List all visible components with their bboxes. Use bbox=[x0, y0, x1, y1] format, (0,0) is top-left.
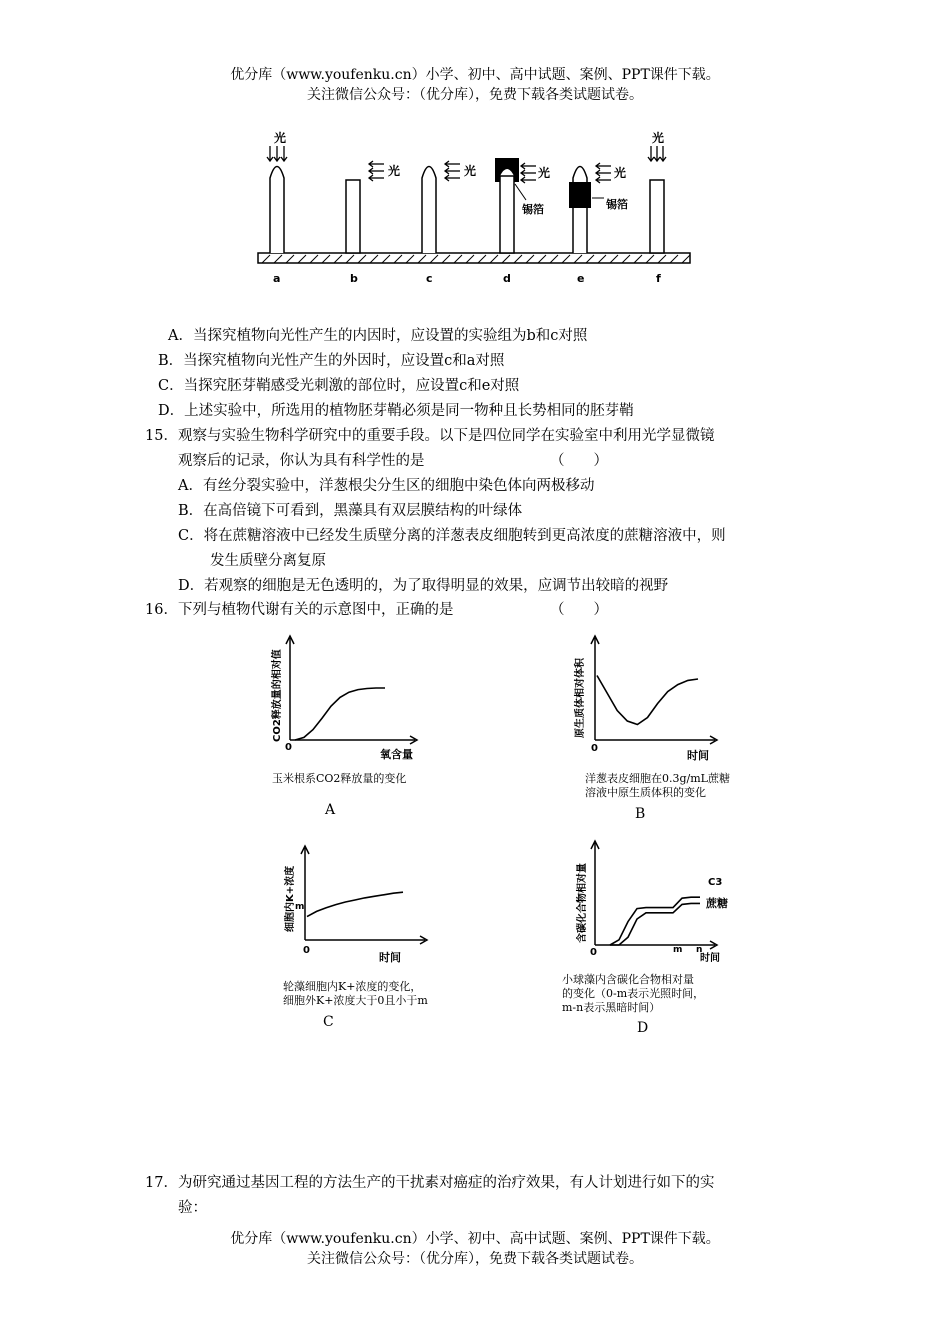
q17-stem-line-1: 17．为研究通过基因工程的方法生产的干扰素对癌症的治疗效果，有人计划进行如下的实 bbox=[145, 1175, 715, 1191]
coleoptile-b bbox=[346, 180, 360, 253]
light-arrows-e-icon bbox=[596, 163, 611, 183]
label-c: c bbox=[426, 272, 433, 285]
chart-b-curve bbox=[597, 676, 698, 725]
chart-c-label: C bbox=[323, 1014, 334, 1030]
q15-option-c-line-1: C．将在蔗糖溶液中已经发生质壁分离的洋葱表皮细胞转到更高浓度的蔗糖溶液中，则 bbox=[178, 528, 726, 544]
chart-c-curve bbox=[307, 892, 403, 916]
chart-b bbox=[565, 630, 735, 765]
q15-option-c-line-2: 发生质壁分离复原 bbox=[210, 553, 326, 569]
light-arrows-c-icon bbox=[445, 161, 460, 181]
q16-answer-paren: （ ） bbox=[550, 602, 608, 618]
q15-stem-line-2 bbox=[178, 451, 425, 471]
coleoptile-d bbox=[500, 176, 514, 253]
q16-stem: 16．下列与植物代谢有关的示意图中，正确的是 bbox=[145, 602, 454, 618]
chart-b-origin: 0 bbox=[591, 743, 598, 754]
q15-answer-paren: （ ） bbox=[550, 453, 608, 469]
q14-option-c: C．当探究胚芽鞘感受光刺激的部位时，应设置c和e对照 bbox=[158, 378, 520, 394]
light-label-d: 光 bbox=[538, 166, 551, 180]
chart-d bbox=[570, 835, 745, 970]
footer-line-2: 关注微信公众号：（优分库），免费下载各类试题试卷。 bbox=[307, 1251, 643, 1267]
coleoptile-figure bbox=[250, 120, 700, 290]
chart-c-caption-line-1: 轮藻细胞内K+浓度的变化， bbox=[283, 980, 422, 993]
foil-label-e: 锡箔 bbox=[606, 198, 628, 211]
q17-stem-line-2: 验： bbox=[178, 1200, 207, 1216]
chart-d-ylabel: 含碳化合物相对量 bbox=[577, 863, 588, 943]
chart-a-xlabel: 氧含量 bbox=[380, 748, 413, 761]
chart-c bbox=[275, 840, 445, 975]
label-e: e bbox=[577, 272, 585, 285]
chart-d-xtick-m: m bbox=[673, 945, 683, 955]
label-d: d bbox=[503, 272, 511, 285]
chart-c-ytick-m: m bbox=[295, 902, 305, 912]
chart-b-caption-line-2: 溶液中原生质体积的变化 bbox=[585, 786, 706, 799]
chart-b-label: B bbox=[635, 806, 646, 822]
q15-stem-text: 观察后的记录，你认为具有科学性的是 bbox=[178, 453, 425, 469]
chart-a-caption: 玉米根系CO2释放量的变化 bbox=[272, 772, 407, 785]
chart-a bbox=[265, 630, 445, 765]
chart-d-legend-c3: C3 bbox=[708, 877, 723, 888]
chart-c-ylabel: 细胞内K+浓度 bbox=[285, 865, 296, 932]
coleoptile-f bbox=[650, 180, 664, 253]
label-b: b bbox=[350, 272, 358, 285]
chart-d-origin: 0 bbox=[590, 947, 597, 958]
chart-c-xlabel: 时间 bbox=[379, 951, 401, 964]
chart-a-origin: 0 bbox=[285, 742, 292, 753]
light-arrows-d-icon bbox=[521, 163, 536, 183]
header-line-1: 优分库（www.youfenku.cn）小学、初中、高中试题、案例、PPT课件下载。 bbox=[230, 67, 720, 83]
chart-b-xlabel: 时间 bbox=[687, 749, 709, 762]
chart-c-axes bbox=[301, 846, 427, 944]
chart-c-origin: 0 bbox=[303, 945, 310, 956]
light-label-e: 光 bbox=[614, 166, 627, 180]
label-f: f bbox=[656, 272, 661, 285]
coleoptile-e bbox=[573, 167, 587, 254]
label-a: a bbox=[273, 272, 281, 285]
q15-option-a: A．有丝分裂实验中，洋葱根尖分生区的细胞中染色体向两极移动 bbox=[178, 478, 595, 494]
light-arrows-a-icon bbox=[267, 146, 287, 161]
chart-a-label: A bbox=[325, 802, 336, 818]
chart-a-ylabel: CO2释放量的相对值 bbox=[272, 649, 283, 742]
chart-a-curve bbox=[295, 688, 385, 740]
chart-b-ylabel: 原生质体相对体积 bbox=[575, 658, 586, 738]
light-label-c: 光 bbox=[464, 164, 477, 178]
chart-d-caption-line-1: 小球藻内含碳化合物相对量 bbox=[562, 973, 694, 986]
light-arrows-f-icon bbox=[648, 146, 666, 161]
coleoptile-a bbox=[270, 167, 284, 254]
chart-b-axes bbox=[591, 636, 717, 744]
chart-d-axes bbox=[591, 841, 717, 949]
chart-d-legend-sucrose: 蔗糖 bbox=[706, 897, 728, 910]
chart-d-label: D bbox=[637, 1020, 649, 1036]
chart-d-caption-line-3: m-n表示黑暗时间） bbox=[562, 1001, 661, 1014]
q14-option-b: B．当探究植物向光性产生的外因时，应设置c和a对照 bbox=[158, 353, 505, 369]
q15-option-d: D．若观察的细胞是无色透明的，为了取得明显的效果，应调节出较暗的视野 bbox=[178, 578, 669, 594]
chart-c-caption-line-2: 细胞外K+浓度大于0且小于m bbox=[283, 994, 428, 1007]
header-line-2: 关注微信公众号：（优分库），免费下载各类试题试卷。 bbox=[307, 87, 643, 103]
chart-d-xlabel: 时间 bbox=[700, 953, 720, 964]
footer-line-1: 优分库（www.youfenku.cn）小学、初中、高中试题、案例、PPT课件下载。 bbox=[230, 1231, 720, 1247]
light-arrows-b-icon bbox=[369, 161, 384, 181]
chart-a-axes bbox=[286, 636, 417, 744]
light-label-a: 光 bbox=[274, 131, 287, 145]
chart-d-curve-sucrose bbox=[610, 903, 700, 945]
q15-option-b: B．在高倍镜下可看到，黑藻具有双层膜结构的叶绿体 bbox=[178, 503, 523, 519]
chart-d-caption-line-2: 的变化（0-m表示光照时间， bbox=[562, 987, 705, 1000]
foil-band-e bbox=[569, 182, 591, 208]
chart-d-xtick-n: n bbox=[696, 945, 703, 955]
foil-label-d: 锡箔 bbox=[522, 203, 544, 216]
q15-stem-line-1: 15．观察与实验生物科学研究中的重要手段。以下是四位同学在实验室中利用光学显微镜 bbox=[145, 428, 715, 444]
light-label-b: 光 bbox=[388, 164, 401, 178]
q14-option-d: D．上述实验中，所选用的植物胚芽鞘必须是同一物种且长势相同的胚芽鞘 bbox=[158, 403, 634, 419]
q14-option-a: A．当探究植物向光性产生的内因时，应设置的实验组为b和c对照 bbox=[168, 328, 588, 344]
chart-b-caption-line-1: 洋葱表皮细胞在0.3g/mL蔗糖 bbox=[585, 772, 730, 785]
coleoptile-c bbox=[422, 167, 436, 254]
light-label-f: 光 bbox=[652, 131, 665, 145]
